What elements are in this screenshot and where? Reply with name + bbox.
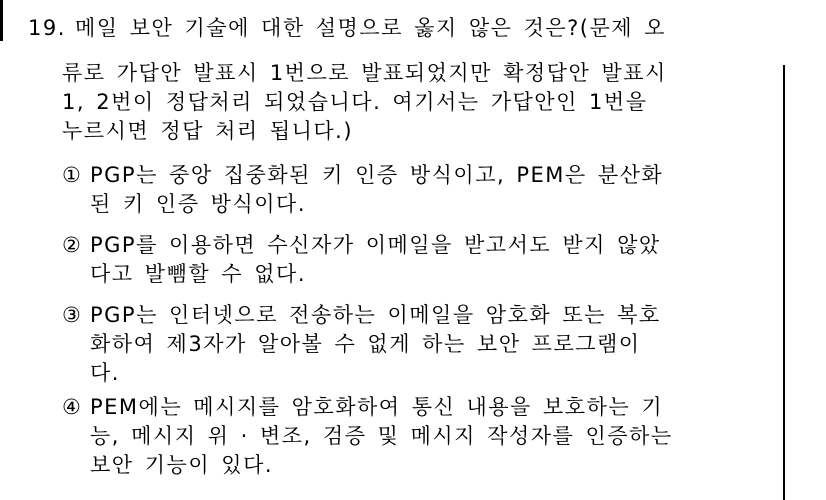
question-note-line: 1, 2번이 정답처리 되었습니다. 여기서는 가답안인 1번을	[62, 90, 648, 114]
option-2-circled-number[interactable]: ②	[62, 233, 83, 257]
option-3[interactable]	[62, 301, 661, 388]
option-3-line: 화하여 제3자가 알아볼 수 없게 하는 보안 프로그램이	[90, 332, 641, 356]
option-2-line: PGP를 이용하면 수신자가 이메일을 받고서도 받지 않았	[90, 233, 661, 257]
option-1-line: 된 키 인증 방식이다.	[90, 192, 306, 216]
question-note-line: 류로 가답안 발표시 1번으로 발표되었지만 확정답안 발표시	[62, 61, 667, 85]
option-4-line: 보안 기능이 있다.	[90, 453, 274, 477]
option-2[interactable]	[62, 231, 661, 289]
option-4-line: 능, 메시지 위 · 변조, 검증 및 메시지 작성자를 인증하는	[90, 424, 673, 448]
option-3-circled-number[interactable]: ③	[62, 303, 83, 327]
option-3-text	[90, 301, 661, 388]
option-4-line: PEM에는 메시지를 암호화하여 통신 내용을 보호하는 기	[90, 395, 664, 419]
question-note	[62, 59, 667, 146]
option-4-text	[90, 393, 673, 480]
question-note-line: 누르시면 정답 처리 됩니다.)	[62, 119, 354, 143]
option-2-text	[90, 231, 661, 289]
option-1-circled-number[interactable]: ①	[62, 163, 83, 187]
right-border-rule	[783, 65, 785, 500]
option-2-line: 다고 발뺌할 수 없다.	[90, 262, 306, 286]
question-text: 메일 보안 기술에 대한 설명으로 옳지 않은 것은?(문제 오	[75, 16, 667, 40]
option-4-circled-number[interactable]: ④	[62, 395, 83, 419]
question-number: 19.	[28, 16, 66, 40]
option-3-line: PGP는 인터넷으로 전송하는 이메일을 암호화 또는 복호	[90, 303, 661, 327]
option-1-line: PGP는 중앙 집중화된 키 인증 방식이고, PEM은 분산화	[90, 163, 664, 187]
option-1-text	[90, 161, 663, 219]
option-4[interactable]	[62, 393, 673, 480]
option-3-line: 다.	[90, 361, 120, 385]
question-header	[28, 14, 666, 43]
left-border-rule	[0, 0, 3, 41]
option-1[interactable]	[62, 161, 663, 219]
